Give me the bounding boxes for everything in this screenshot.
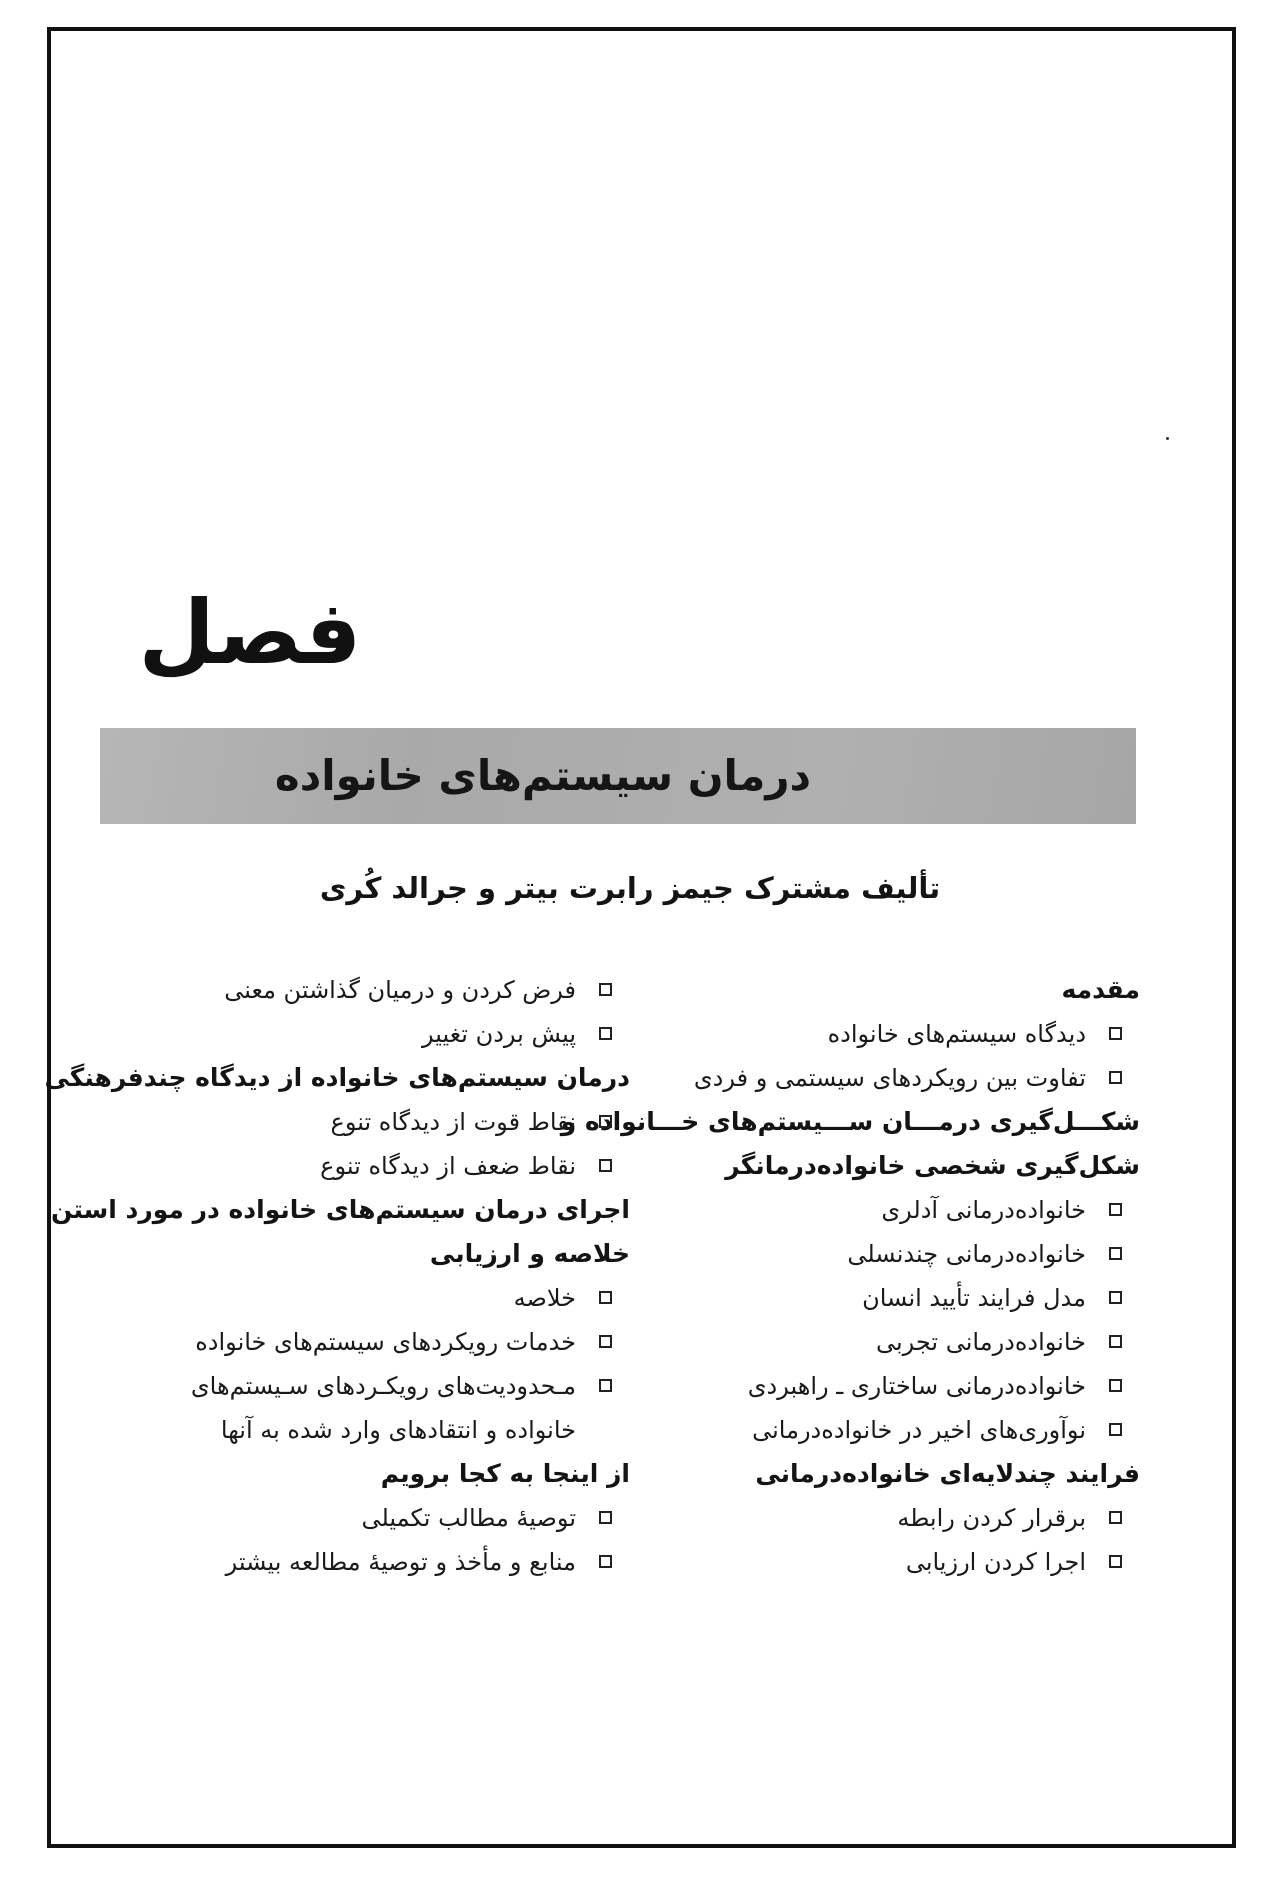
checkbox-square-icon [599, 983, 612, 996]
toc-item-label: پیش بردن تغییر [422, 1020, 576, 1048]
toc-heading: مقدمه [1061, 975, 1140, 1004]
checkbox-square-icon [1109, 1423, 1122, 1436]
toc-item [120, 1496, 630, 1540]
toc-item [620, 1496, 1140, 1540]
checkbox-square-icon [599, 1335, 612, 1348]
toc-item-continuation: خانواده و انتقادهای وارد شده به آنها [220, 1416, 576, 1444]
checkbox-square-icon [599, 1379, 612, 1392]
toc-item-label: خدمات رویکردهای سیستم‌های خانواده [195, 1328, 576, 1356]
toc-item-label: فرض کردن و درمیان گذاشتن معنی [224, 976, 576, 1004]
toc-heading: شکل‌گیری شخصی خانواده‌درمانگر [725, 1151, 1140, 1180]
toc-heading: خلاصه و ارزیابی [429, 1239, 630, 1268]
toc-item-label: تفاوت بین رویکردهای سیستمی و فردی [693, 1064, 1086, 1092]
toc-item [620, 1012, 1140, 1056]
toc-heading: شکـــل‌گیری درمـــان ســـیستم‌های خـــانواده و [560, 1107, 1140, 1136]
toc-left-column [44, 968, 630, 1584]
toc-item-label: خانواده‌درمانی تجربی [875, 1328, 1086, 1356]
toc-item [620, 1276, 1140, 1320]
toc-item-label: مـحدودیت‌های رویکـردهای سـیستم‌های [190, 1372, 576, 1400]
section-title: درمان سیستم‌های خانواده [274, 751, 812, 800]
checkbox-square-icon [1109, 1291, 1122, 1304]
title-band [100, 728, 1136, 824]
toc-heading: از اینجا به کجا برویم [380, 1459, 630, 1488]
toc-item [120, 1540, 630, 1584]
checkbox-square-icon [1109, 1511, 1122, 1524]
checkbox-square-icon [599, 1555, 612, 1568]
toc-item [620, 1320, 1140, 1364]
chapter-title: فصل [138, 581, 362, 684]
checkbox-square-icon [599, 1115, 612, 1128]
toc-item-label: منابع و مأخذ و توصیهٔ مطالعه بیشتر [225, 1548, 576, 1576]
checkbox-square-icon [1109, 1335, 1122, 1348]
toc-item [120, 968, 630, 1012]
toc-item [120, 1364, 630, 1408]
toc-item [620, 1188, 1140, 1232]
toc-item-label: نقاط قوت از دیدگاه تنوع [330, 1108, 576, 1136]
toc-item-label: نقاط ضعف از دیدگاه تنوع [320, 1152, 576, 1180]
toc-item-label: خلاصه [513, 1284, 576, 1312]
toc-item [620, 1364, 1140, 1408]
toc-item [120, 1012, 630, 1056]
toc-heading: فرایند چندلایه‌ای خانواده‌درمانی [755, 1459, 1140, 1488]
toc-item [620, 1540, 1140, 1584]
toc-item [620, 1232, 1140, 1276]
checkbox-square-icon [1109, 1071, 1122, 1084]
toc-right-column [560, 968, 1140, 1584]
toc-item [120, 1276, 630, 1320]
toc-item [120, 1100, 630, 1144]
toc-item [620, 1408, 1140, 1452]
toc-item-label: توصیهٔ مطالب تکمیلی [361, 1504, 576, 1532]
toc-item-label: اجرا کردن ارزیابی [905, 1548, 1086, 1576]
checkbox-square-icon [1109, 1379, 1122, 1392]
toc-item [620, 1056, 1140, 1100]
checkbox-square-icon [1109, 1203, 1122, 1216]
toc-item-label: برقرار کردن رابطه [897, 1504, 1086, 1532]
toc-heading: اجرای درمان سیستم‌های خانواده در مورد استن [50, 1195, 630, 1224]
checkbox-square-icon [1109, 1027, 1122, 1040]
toc-item-label: خانواده‌درمانی چندنسلی [847, 1240, 1086, 1268]
toc-item-label: نوآوری‌های اخیر در خانواده‌درمانی [752, 1416, 1086, 1444]
toc-item-label: دیدگاه سیستم‌های خانواده [827, 1020, 1086, 1048]
checkbox-square-icon [599, 1291, 612, 1304]
toc-item-label: خانواده‌درمانی آدلری [881, 1196, 1086, 1224]
checkbox-square-icon [1109, 1247, 1122, 1260]
authors-line: تألیف مشترک جیمز رابرت بیتر و جرالد کُری [319, 871, 941, 905]
toc-item-label: مدل فرایند تأیید انسان [862, 1284, 1086, 1312]
toc-heading: درمان سیستم‌های خانواده از دیدگاه چندفرهنگی [44, 1063, 630, 1092]
toc-item [120, 1320, 630, 1364]
checkbox-square-icon [599, 1159, 612, 1172]
toc-item-label: خانواده‌درمانی ساختاری ـ راهبردی [747, 1372, 1086, 1400]
toc-item [120, 1144, 630, 1188]
checkbox-square-icon [1109, 1555, 1122, 1568]
dust-speck [1166, 437, 1169, 440]
checkbox-square-icon [599, 1027, 612, 1040]
checkbox-square-icon [599, 1511, 612, 1524]
